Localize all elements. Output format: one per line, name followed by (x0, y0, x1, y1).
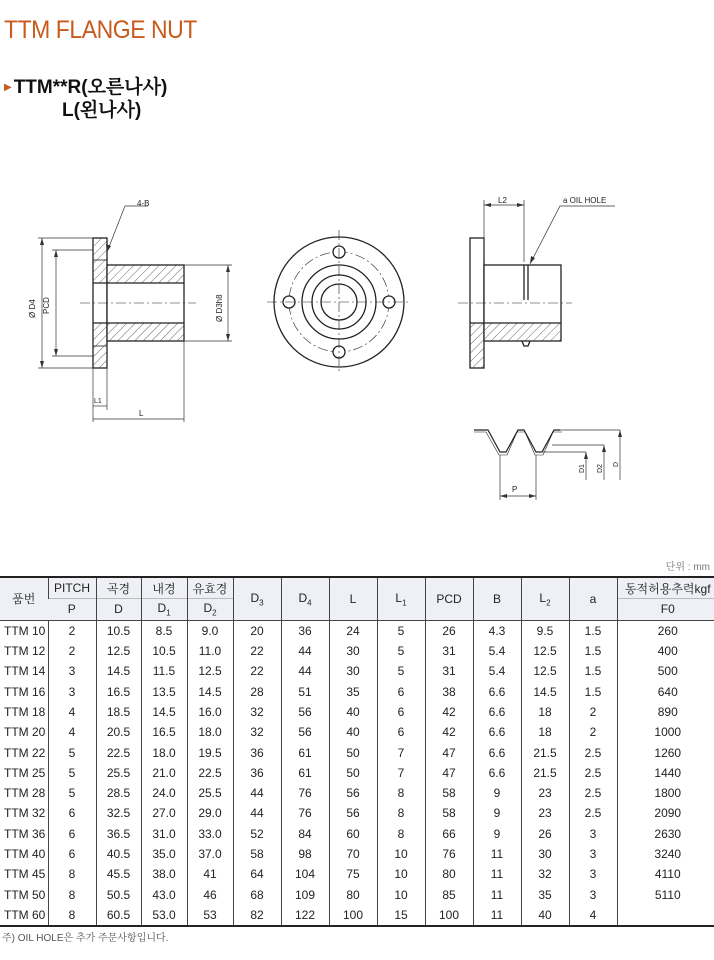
table-cell: 3 (48, 661, 96, 681)
table-cell: 11.5 (141, 661, 187, 681)
table-cell: 38 (425, 681, 473, 701)
thread-profile-drawing (474, 430, 562, 455)
table-cell: 4 (48, 722, 96, 742)
table-cell: 2.5 (569, 763, 617, 783)
table-cell: 14.5 (96, 661, 141, 681)
table-cell: 14.5 (521, 681, 569, 701)
table-cell: 68 (233, 884, 281, 904)
table-cell: 76 (281, 783, 329, 803)
table-cell: 28 (233, 681, 281, 701)
unit-note: 단위 : mm (665, 562, 710, 573)
table-cell: 8 (48, 905, 96, 926)
table-cell: 30 (329, 641, 377, 661)
label-pcd: PCD (42, 297, 51, 314)
table-cell: 38.0 (141, 864, 187, 884)
table-cell: 50.5 (96, 884, 141, 904)
table-cell: 30 (521, 844, 569, 864)
table-cell: 26 (521, 824, 569, 844)
table-cell: 5.4 (473, 641, 521, 661)
table-cell: 3240 (617, 844, 714, 864)
table-cell: 23 (521, 803, 569, 823)
table-cell: 9 (473, 783, 521, 803)
table-cell: 61 (281, 742, 329, 762)
table-cell: 47 (425, 763, 473, 783)
table-cell: 40 (329, 702, 377, 722)
table-cell: 4.3 (473, 620, 521, 641)
header-cell: PITCH (48, 577, 96, 599)
table-cell: 18.0 (141, 742, 187, 762)
table-cell: 890 (617, 702, 714, 722)
label-oil-hole: a OIL HOLE (563, 196, 607, 205)
table-cell: 47 (425, 742, 473, 762)
table-cell: TTM 25 (4, 765, 46, 780)
table-cell: 19.5 (187, 742, 233, 762)
table-cell: 5 (377, 620, 425, 641)
table-row (0, 803, 714, 823)
table-cell: 6.6 (473, 702, 521, 722)
table-cell: TTM 16 (4, 684, 46, 699)
label-d1: D1 (579, 464, 586, 473)
table-cell: 18.0 (187, 722, 233, 742)
subheader-cell: P (48, 599, 96, 620)
table-row (0, 641, 714, 661)
table-cell: 640 (617, 681, 714, 701)
front-view-drawing (267, 230, 411, 374)
table-cell: 11 (473, 844, 521, 864)
table-cell: TTM 50 (4, 887, 46, 902)
table-cell: 33.0 (187, 824, 233, 844)
table-cell: 6 (377, 702, 425, 722)
page-title: TTM FLANGE NUT (4, 16, 197, 44)
table-cell: 64 (233, 864, 281, 884)
table-cell: 1440 (617, 763, 714, 783)
table-cell: 60.5 (96, 905, 141, 926)
table-cell: 22 (233, 661, 281, 681)
table-cell: 46 (187, 884, 233, 904)
table-cell: 260 (617, 620, 714, 641)
table-cell: 60 (329, 824, 377, 844)
table-cell: 3 (48, 681, 96, 701)
table-cell: 2630 (617, 824, 714, 844)
table-cell: 8 (48, 864, 96, 884)
table-cell: 44 (281, 661, 329, 681)
table-cell: 8 (377, 803, 425, 823)
table-cell: 22 (233, 641, 281, 661)
table-cell: 26 (425, 620, 473, 641)
subtitle-left-thread: L(왼나사) (62, 100, 142, 121)
header-cell: $D_3$ (233, 577, 281, 620)
header-cell: 동적허용추력kgf (617, 577, 714, 599)
table-cell: 9 (473, 824, 521, 844)
table-cell: 40 (521, 905, 569, 926)
table-cell: 6.6 (473, 763, 521, 783)
table-cell: 35 (521, 884, 569, 904)
table-cell: 13.5 (141, 681, 187, 701)
label-4b: 4-B (137, 199, 150, 208)
table-cell: 20 (233, 620, 281, 641)
table-cell: 10 (377, 884, 425, 904)
table-cell: 40 (329, 722, 377, 742)
header-cell: L (329, 577, 377, 620)
table-cell: 75 (329, 864, 377, 884)
table-cell: 35.0 (141, 844, 187, 864)
table-cell: 22.5 (187, 763, 233, 783)
subheader-cell: $D_1$ (141, 599, 187, 620)
table-cell: 52 (233, 824, 281, 844)
table-cell: 70 (329, 844, 377, 864)
table-cell: 11 (473, 884, 521, 904)
footnote: 주) OIL HOLE은 추가 주문사항입니다. (2, 933, 169, 944)
table-cell: 58 (233, 844, 281, 864)
table-cell: 25.5 (96, 763, 141, 783)
table-cell: 16.0 (187, 702, 233, 722)
table-cell: TTM 60 (0, 905, 48, 926)
table-cell: 58 (425, 803, 473, 823)
table-cell: 3 (569, 824, 617, 844)
side-view-drawing (458, 238, 572, 368)
table-row (0, 661, 714, 681)
table-cell: 20.5 (96, 722, 141, 742)
table-cell: 11 (473, 864, 521, 884)
table-cell: TTM 40 (4, 847, 46, 861)
table-cell: 80 (329, 884, 377, 904)
table-cell: 7 (377, 763, 425, 783)
table-cell: 25.5 (187, 783, 233, 803)
table-cell: 82 (233, 905, 281, 926)
table-cell: 1.5 (569, 641, 617, 661)
label-l: L (139, 409, 144, 418)
label-p: P (512, 485, 518, 494)
table-row (0, 742, 714, 762)
subheader-cell: F0 (617, 599, 714, 620)
table-cell: 56 (329, 783, 377, 803)
spec-table (0, 576, 714, 927)
table-cell: 18.5 (96, 702, 141, 722)
table-cell: 29.0 (187, 803, 233, 823)
table-cell: 6.6 (473, 681, 521, 701)
table-cell: 8 (377, 783, 425, 803)
table-cell: 100 (425, 905, 473, 926)
table-cell: TTM 36 (4, 826, 46, 841)
table-cell: 6 (48, 844, 96, 864)
table-cell: 32 (521, 864, 569, 884)
table-cell: 51 (281, 681, 329, 701)
table-cell: 500 (617, 661, 714, 681)
table-cell: TTM 32 (4, 806, 46, 821)
table-cell: 14.5 (141, 702, 187, 722)
table-cell: 14.5 (187, 681, 233, 701)
table-cell: 9 (473, 803, 521, 823)
table-cell: 1.5 (569, 661, 617, 681)
table-cell: 35 (329, 681, 377, 701)
table-cell: 1.5 (569, 620, 617, 641)
table-cell: 1000 (617, 722, 714, 742)
table-cell: 30 (329, 661, 377, 681)
table-cell: 6.6 (473, 742, 521, 762)
table-cell: 41 (187, 864, 233, 884)
table-row (0, 722, 714, 742)
table-cell: 36 (233, 742, 281, 762)
table-cell: 24 (329, 620, 377, 641)
table-cell: 37.0 (187, 844, 233, 864)
table-row (0, 884, 714, 904)
table-cell: 21.0 (141, 763, 187, 783)
table-cell: TTM 20 (4, 725, 46, 740)
table-cell: 10 (377, 844, 425, 864)
table-cell: 36 (233, 763, 281, 783)
label-d: D (613, 461, 620, 467)
table-row (0, 844, 714, 864)
label-d3: Ø D3h8 (215, 294, 224, 322)
table-cell: 5110 (617, 884, 714, 904)
table-cell: 76 (281, 803, 329, 823)
table-cell: 56 (329, 803, 377, 823)
table-cell: 11 (473, 905, 521, 926)
table-row (0, 620, 714, 641)
table-row (0, 783, 714, 803)
header-cell: 유효경 (187, 577, 233, 599)
header-cell: $D_4$ (281, 577, 329, 620)
subheader-cell: D (96, 599, 141, 620)
table-cell: 2 (48, 641, 96, 661)
table-cell: 11.0 (187, 641, 233, 661)
table-cell: 5 (377, 641, 425, 661)
header-cell: PCD (425, 577, 473, 620)
table-cell: 58 (425, 783, 473, 803)
table-cell: 8.5 (141, 620, 187, 641)
table-cell: 40.5 (96, 844, 141, 864)
header-cell: $L_2$ (521, 577, 569, 620)
table-cell: 4110 (617, 864, 714, 884)
table-cell: 84 (281, 824, 329, 844)
table-cell: 5 (48, 763, 96, 783)
table-cell: TTM 12 (4, 644, 46, 659)
table-cell: 31.0 (141, 824, 187, 844)
table-cell: 2.5 (569, 803, 617, 823)
table-row (0, 702, 714, 722)
table-cell: 16.5 (96, 681, 141, 701)
table-cell: 18 (521, 722, 569, 742)
table-cell: TTM 28 (4, 786, 46, 801)
header-cell: 품번 (0, 577, 48, 620)
table-cell: 85 (425, 884, 473, 904)
table-cell: 21.5 (521, 742, 569, 762)
table-cell: 5 (377, 661, 425, 681)
table-cell: 42 (425, 702, 473, 722)
table-cell: 42 (425, 722, 473, 742)
table-cell: 2 (569, 722, 617, 742)
table-cell: 27.0 (141, 803, 187, 823)
table-cell: 21.5 (521, 763, 569, 783)
table-cell: 3 (569, 864, 617, 884)
table-cell: 66 (425, 824, 473, 844)
table-cell: 6 (48, 803, 96, 823)
table-cell (617, 905, 714, 926)
table-cell: 100 (329, 905, 377, 926)
table-cell: 12.5 (96, 641, 141, 661)
table-cell: 12.5 (187, 661, 233, 681)
table-cell: 50 (329, 742, 377, 762)
table-cell: 400 (617, 641, 714, 661)
table-cell: 6 (377, 681, 425, 701)
table-cell: 2 (569, 702, 617, 722)
table-cell: 56 (281, 722, 329, 742)
label-l2: L2 (498, 196, 507, 205)
table-cell: 31 (425, 661, 473, 681)
table-cell: 45.5 (96, 864, 141, 884)
table-cell: 2.5 (569, 742, 617, 762)
table-cell: 6 (48, 824, 96, 844)
table-row (0, 681, 714, 701)
table-cell: 9.0 (187, 620, 233, 641)
subtitle-right-label: TTM**R(오른나사) (13, 77, 168, 98)
table-cell: 122 (281, 905, 329, 926)
table-cell: 10 (377, 864, 425, 884)
table-cell: 3 (569, 884, 617, 904)
header-cell: $L_1$ (377, 577, 425, 620)
table-cell: 5 (48, 783, 96, 803)
table-cell: 12.5 (521, 641, 569, 661)
table-row (0, 905, 714, 926)
table-cell: 32 (233, 702, 281, 722)
table-cell: 6.6 (473, 722, 521, 742)
table-cell: 32.5 (96, 803, 141, 823)
table-cell: 16.5 (141, 722, 187, 742)
table-cell: 12.5 (521, 661, 569, 681)
table-row (0, 864, 714, 884)
table-cell: 1800 (617, 783, 714, 803)
table-header-row (0, 577, 714, 599)
table-cell: 24.0 (141, 783, 187, 803)
table-cell: 10.5 (141, 641, 187, 661)
table-cell: TTM 14 (4, 664, 46, 679)
table-cell: 44 (281, 641, 329, 661)
table-cell: 9.5 (521, 620, 569, 641)
table-cell: 23 (521, 783, 569, 803)
table-cell: 4 (569, 905, 617, 926)
table-cell: 5 (48, 742, 96, 762)
header-cell: 내경 (141, 577, 187, 599)
header-cell: B (473, 577, 521, 620)
table-cell: 1.5 (569, 681, 617, 701)
table-cell: 4 (48, 702, 96, 722)
table-cell: 2090 (617, 803, 714, 823)
table-cell: 56 (281, 702, 329, 722)
table-row (0, 763, 714, 783)
table-cell: 44 (233, 803, 281, 823)
technical-drawings (0, 180, 714, 510)
table-cell: TTM 22 (4, 745, 46, 760)
table-cell: 8 (377, 824, 425, 844)
table-cell: 80 (425, 864, 473, 884)
triangle-bullet-icon: ▶ (4, 82, 12, 93)
table-cell: TTM 10 (4, 623, 46, 638)
table-cell: 22.5 (96, 742, 141, 762)
table-cell: 15 (377, 905, 425, 926)
table-cell: 2 (48, 620, 96, 641)
table-cell: 36 (281, 620, 329, 641)
table-cell: 7 (377, 742, 425, 762)
table-cell: 50 (329, 763, 377, 783)
label-d2: D2 (597, 464, 604, 473)
table-cell: 28.5 (96, 783, 141, 803)
table-cell: 31 (425, 641, 473, 661)
table-cell: 8 (48, 884, 96, 904)
table-cell: 76 (425, 844, 473, 864)
table-cell: 3 (569, 844, 617, 864)
table-cell: 6 (377, 722, 425, 742)
table-cell: 44 (233, 783, 281, 803)
table-cell: 104 (281, 864, 329, 884)
table-row (0, 824, 714, 844)
label-l1: L1 (94, 398, 102, 405)
table-cell: TTM 18 (4, 704, 46, 719)
label-d4: Ø D4 (28, 299, 37, 318)
table-cell: 2.5 (569, 783, 617, 803)
table-cell: 109 (281, 884, 329, 904)
table-cell: 98 (281, 844, 329, 864)
table-cell: 10.5 (96, 620, 141, 641)
table-cell: TTM 45 (4, 867, 46, 882)
table-cell: 53 (187, 905, 233, 926)
subheader-cell: $D_2$ (187, 599, 233, 620)
table-cell: 5.4 (473, 661, 521, 681)
table-cell: 36.5 (96, 824, 141, 844)
table-cell: 43.0 (141, 884, 187, 904)
header-cell: a (569, 577, 617, 620)
table-cell: 1260 (617, 742, 714, 762)
section-view-drawing (80, 238, 196, 368)
table-cell: 18 (521, 702, 569, 722)
table-cell: 61 (281, 763, 329, 783)
table-cell: 53.0 (141, 905, 187, 926)
header-cell: 곡경 (96, 577, 141, 599)
table-cell: 32 (233, 722, 281, 742)
